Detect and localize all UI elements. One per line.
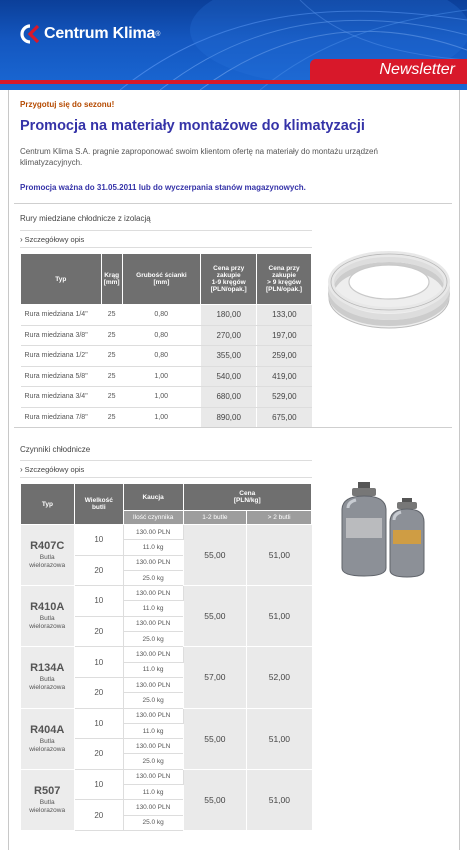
- table-row: R410A Butla wielorazowa 10 130.00 PLN 55,00 51,00: [21, 586, 312, 601]
- table-row: R507 Butla wielorazowa 10 130.00 PLN 55,00 51,00: [21, 769, 312, 784]
- header-red-line: [0, 80, 467, 84]
- promo-validity: Promocja ważna do 31.05.2011 lub do wyczerpania stanów magazynowych.: [20, 183, 306, 192]
- col-cena: Cena [PLN/kg]: [183, 484, 311, 511]
- brand-logo[interactable]: [20, 24, 160, 44]
- gas-cylinders-image: [336, 480, 448, 580]
- gas-cell: R507 Butla wielorazowa: [21, 769, 75, 830]
- col-cena-1-9: Cena przy zakupie 1-9 kręgów [PLN/opak.]: [201, 254, 257, 305]
- kicker-text: Przygotuj się do sezonu!: [20, 100, 115, 109]
- table-row: R404A Butla wielorazowa 10 130.00 PLN 55,00 51,00: [21, 708, 312, 723]
- col-typ: Typ: [21, 484, 75, 525]
- pipes-table-header: [21, 254, 312, 305]
- col-1-2-butle: 1-2 butle: [183, 511, 247, 525]
- newsletter-banner: [310, 59, 467, 81]
- divider: [14, 427, 452, 428]
- col-grubosc: Grubość ścianki [mm]: [122, 254, 201, 305]
- table-row: R134A Butla wielorazowa 10 130.00 PLN 57,00 52,00: [21, 647, 312, 662]
- table-row: R407C Butla wielorazowa 10 130.00 PLN 55,00 51,00: [21, 525, 312, 540]
- divider: [14, 203, 452, 204]
- chevron-right-icon: ›: [20, 235, 23, 244]
- refrigerants-table-header: [21, 484, 312, 511]
- table-row: Rura miedziana 1/4" 25 0,80 180,00 133,00: [21, 305, 312, 326]
- gas-cell: R404A Butla wielorazowa: [21, 708, 75, 769]
- gas-cell: R410A Butla wielorazowa: [21, 586, 75, 647]
- table-row: Rura miedziana 3/8" 25 0,80 270,00 197,00: [21, 325, 312, 346]
- table-row: Rura miedziana 7/8" 25 1,00 890,00 675,00: [21, 407, 312, 428]
- col-wielkosc: Wielkość butli: [74, 484, 123, 525]
- table-row: Rura miedziana 5/8" 25 1,00 540,00 419,00: [21, 366, 312, 387]
- brand-name: Centrum Klima: [44, 25, 156, 42]
- registered-mark: ®: [155, 30, 161, 38]
- col-2plus-butli: > 2 butli: [247, 511, 312, 525]
- newsletter-label: Newsletter: [379, 61, 455, 78]
- gas-cell: R407C Butla wielorazowa: [21, 525, 75, 586]
- centrum-klima-logo-icon: [20, 24, 40, 44]
- pipes-section-title: Rury miedziane chłodnicze z izolacją: [20, 214, 151, 223]
- chevron-right-icon: ›: [20, 465, 23, 474]
- table-row: Rura miedziana 3/4" 25 1,00 680,00 529,00: [21, 387, 312, 408]
- intro-text: Centrum Klima S.A. pragnie zaproponować swoim klientom ofertę na materiały do montażu urządzeń klimatyzacyjnych.: [20, 147, 378, 167]
- pipes-detail-link[interactable]: [20, 230, 312, 248]
- pipes-detail-label: Szczegółowy opis: [24, 235, 85, 244]
- refrigerants-section-title: Czynniki chłodnicze: [20, 445, 91, 454]
- col-ilosc: Ilość czynnika: [123, 511, 183, 525]
- col-cena-9plus: Cena przy zakupie > 9 kręgów [PLN/opak.]: [257, 254, 312, 305]
- table-row: Rura miedziana 1/2" 25 0,80 355,00 259,00: [21, 346, 312, 367]
- page-title: Promocja na materiały montażowe do klimatyzacji: [20, 118, 365, 134]
- pipes-price-table: [20, 253, 312, 428]
- refrigerants-detail-label: Szczegółowy opis: [24, 465, 85, 474]
- gas-cell: R134A Butla wielorazowa: [21, 647, 75, 708]
- refrigerants-price-table: Typ Wielkość butli Kaucja Cena [PLN/kg] Ilość czynnika 1-2 butle > 2 butli R407C Butla wielorazowa 10 130.00 PLN 55,00 51,00 11.0 kg 20 130.00 PLN 25.0 kg R410A Butla wielorazowa 10 130.00 PLN 55,00 51,00 11.0 kg 20 130.00 PLN 25.0 kg R134A Butla wielorazowa 10 130.00 PLN 57,00 52,00 11.0 kg 20 130.00 PLN 25.0 kg R404A Butla wielorazowa 10 130.00 PLN 55,00 51,00 11.0 kg 20 130.00 PLN 25.0 kg R507 Butla wielorazowa 10 130.00 PLN 55,00 51,00 11.0 kg 20 130.00 PLN 25.0 kg: [20, 483, 312, 831]
- refrigerants-detail-link[interactable]: [20, 460, 312, 478]
- newsletter-header: [0, 0, 467, 90]
- col-kaucja: Kaucja: [123, 484, 183, 511]
- col-typ: Typ: [21, 254, 102, 305]
- copper-pipe-coil-image: [326, 250, 452, 332]
- col-krag: Krąg [mm]: [101, 254, 122, 305]
